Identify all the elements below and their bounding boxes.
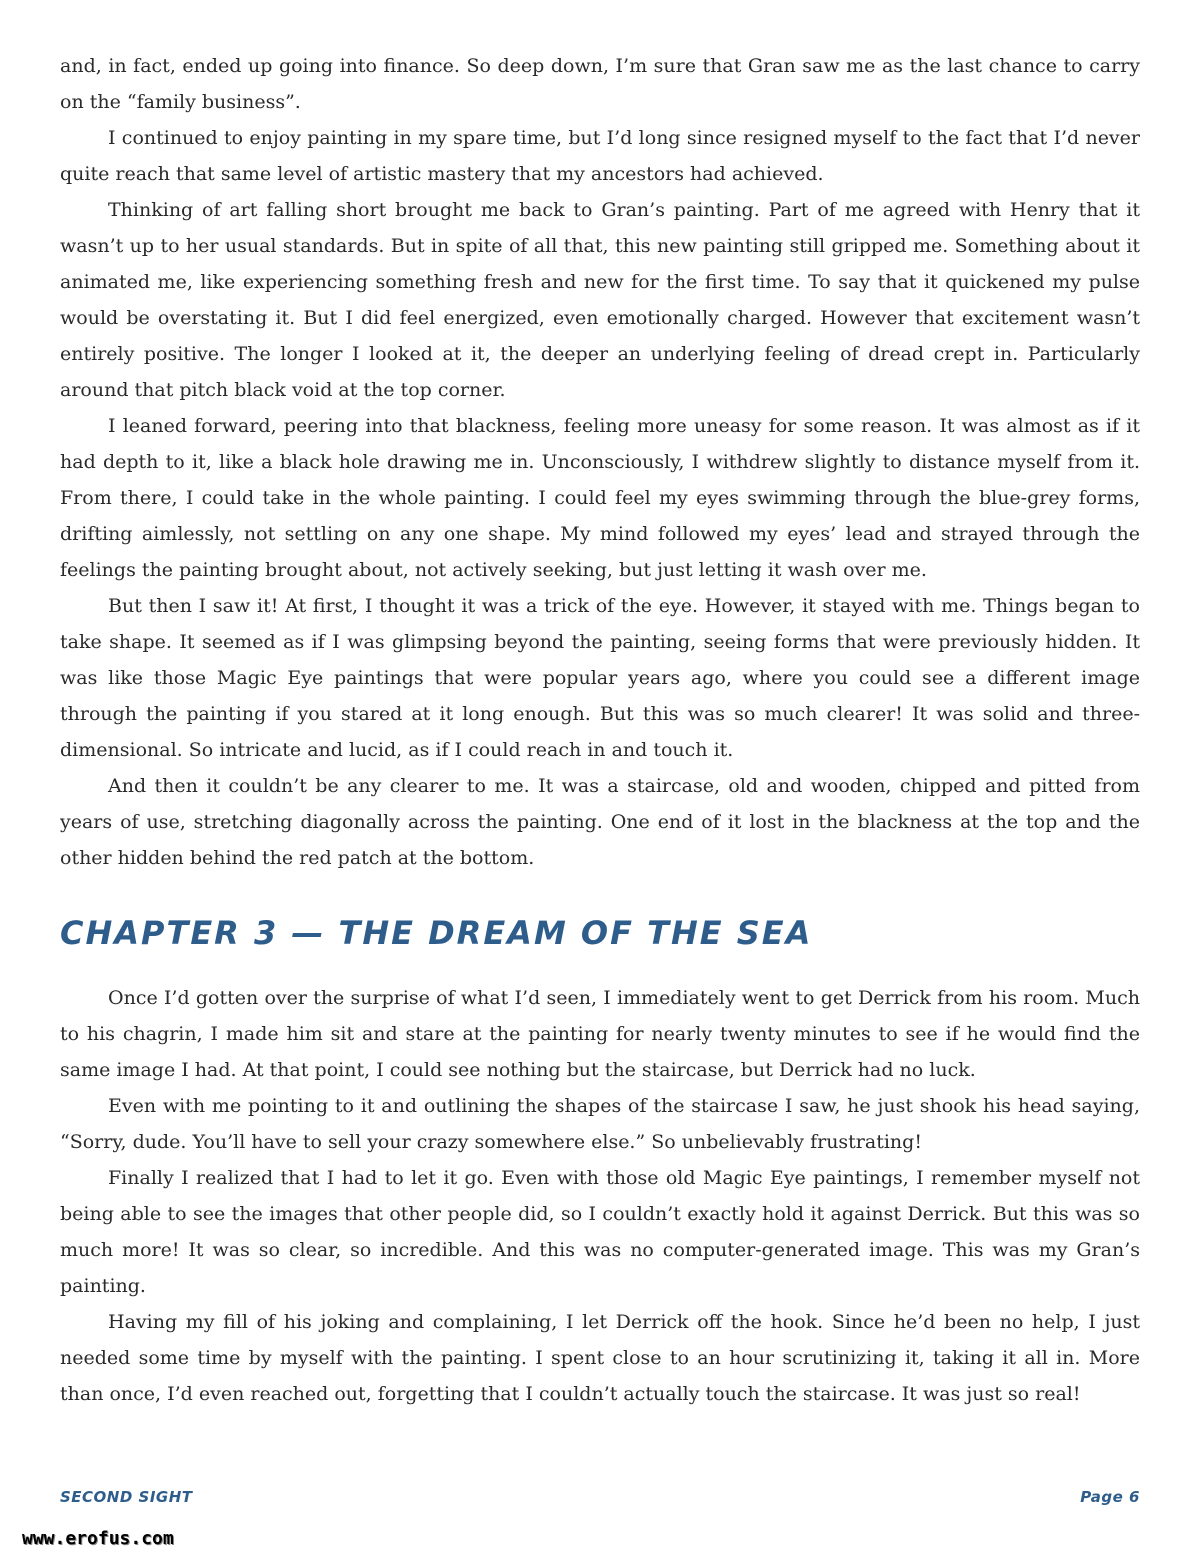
paragraph: Having my fill of his joking and complaining, I let Derrick off the hook. Since he’d been no help, I just needed some time by myself with the painting. I spent close to an hour scrutinizing it, taking it all in. More than once, I’d even reached out, forgetting that I couldn’t actually touch the staircase. It was just so real! [60,1311,1140,1405]
paragraph: I leaned forward, peering into that blackness, feeling more uneasy for some reason. It was almost as if it had depth to it, like a black hole drawing me in. Unconsciously, I withdrew slightly to distance myself from it. From there, I could take in the whole painting. I could feel my eyes swimming through the blue-grey forms, drifting aimlessly, not settling on any one shape. My mind followed my eyes’ lead and strayed through the feelings the painting brought about, not actively seeking, but just letting it wash over me. [60,415,1140,581]
paragraph: Even with me pointing to it and outlining the shapes of the staircase I saw, he just shook his head saying, “Sorry, dude. You’ll have to sell your crazy somewhere else.” So unbelievably frustrating! [60,1095,1140,1153]
footer-book-title: SECOND SIGHT [60,1488,193,1506]
paragraph: But then I saw it! At first, I thought it was a trick of the eye. However, it stayed with me. Things began to take shape. It seemed as if I was glimpsing beyond the painting, seeing forms that were previously hidden. It was like those Magic Eye paintings that were popular years ago, where you could see a different image through the painting if you stared at it long enough. But this was so much clearer! It was solid and three-dimensional. So intricate and lucid, as if I could reach in and touch it. [60,595,1140,761]
footer-page-number: Page 6 [1080,1488,1140,1506]
watermark: www.erofus.com [14,1526,182,1551]
paragraph: And then it couldn’t be any clearer to me. It was a staircase, old and wooden, chipped and pitted from years of use, stretching diagonally across the painting. One end of it lost in the blackness at the top and the other hidden behind the red patch at the bottom. [60,775,1140,869]
chapter-heading: CHAPTER 3 — THE DREAM OF THE SEA [60,914,813,952]
paragraph: I continued to enjoy painting in my spare time, but I’d long since resigned myself to the fact that I’d never quite reach that same level of artistic mastery that my ancestors had achieved. [60,127,1140,185]
body-text-section-2 [60,980,1140,1412]
paragraph: Once I’d gotten over the surprise of what I’d seen, I immediately went to get Derrick from his room. Much to his chagrin, I made him sit and stare at the painting for nearly twenty minutes to see if he would find the same image I had. At that point, I could see nothing but the staircase, but Derrick had no luck. [60,987,1140,1081]
paragraph: and, in fact, ended up going into finance. So deep down, I’m sure that Gran saw me as the last chance to carry on the “family business”. [60,55,1140,113]
paragraph: Thinking of art falling short brought me back to Gran’s painting. Part of me agreed with Henry that it wasn’t up to her usual standards. But in spite of all that, this new painting still gripped me. Something about it animated me, like experiencing something fresh and new for the first time. To say that it quickened my pulse would be overstating it. But I did feel energized, even emotionally charged. However that excitement wasn’t entirely positive. The longer I looked at it, the deeper an underlying feeling of dread crept in. Particularly around that pitch black void at the top corner. [60,199,1140,401]
body-text-section-1 [60,48,1140,876]
paragraph: Finally I realized that I had to let it go. Even with those old Magic Eye paintings, I remember myself not being able to see the images that other people did, so I couldn’t exactly hold it against Derrick. But this was so much more! It was so clear, so incredible. And this was no computer-generated image. This was my Gran’s painting. [60,1167,1140,1297]
